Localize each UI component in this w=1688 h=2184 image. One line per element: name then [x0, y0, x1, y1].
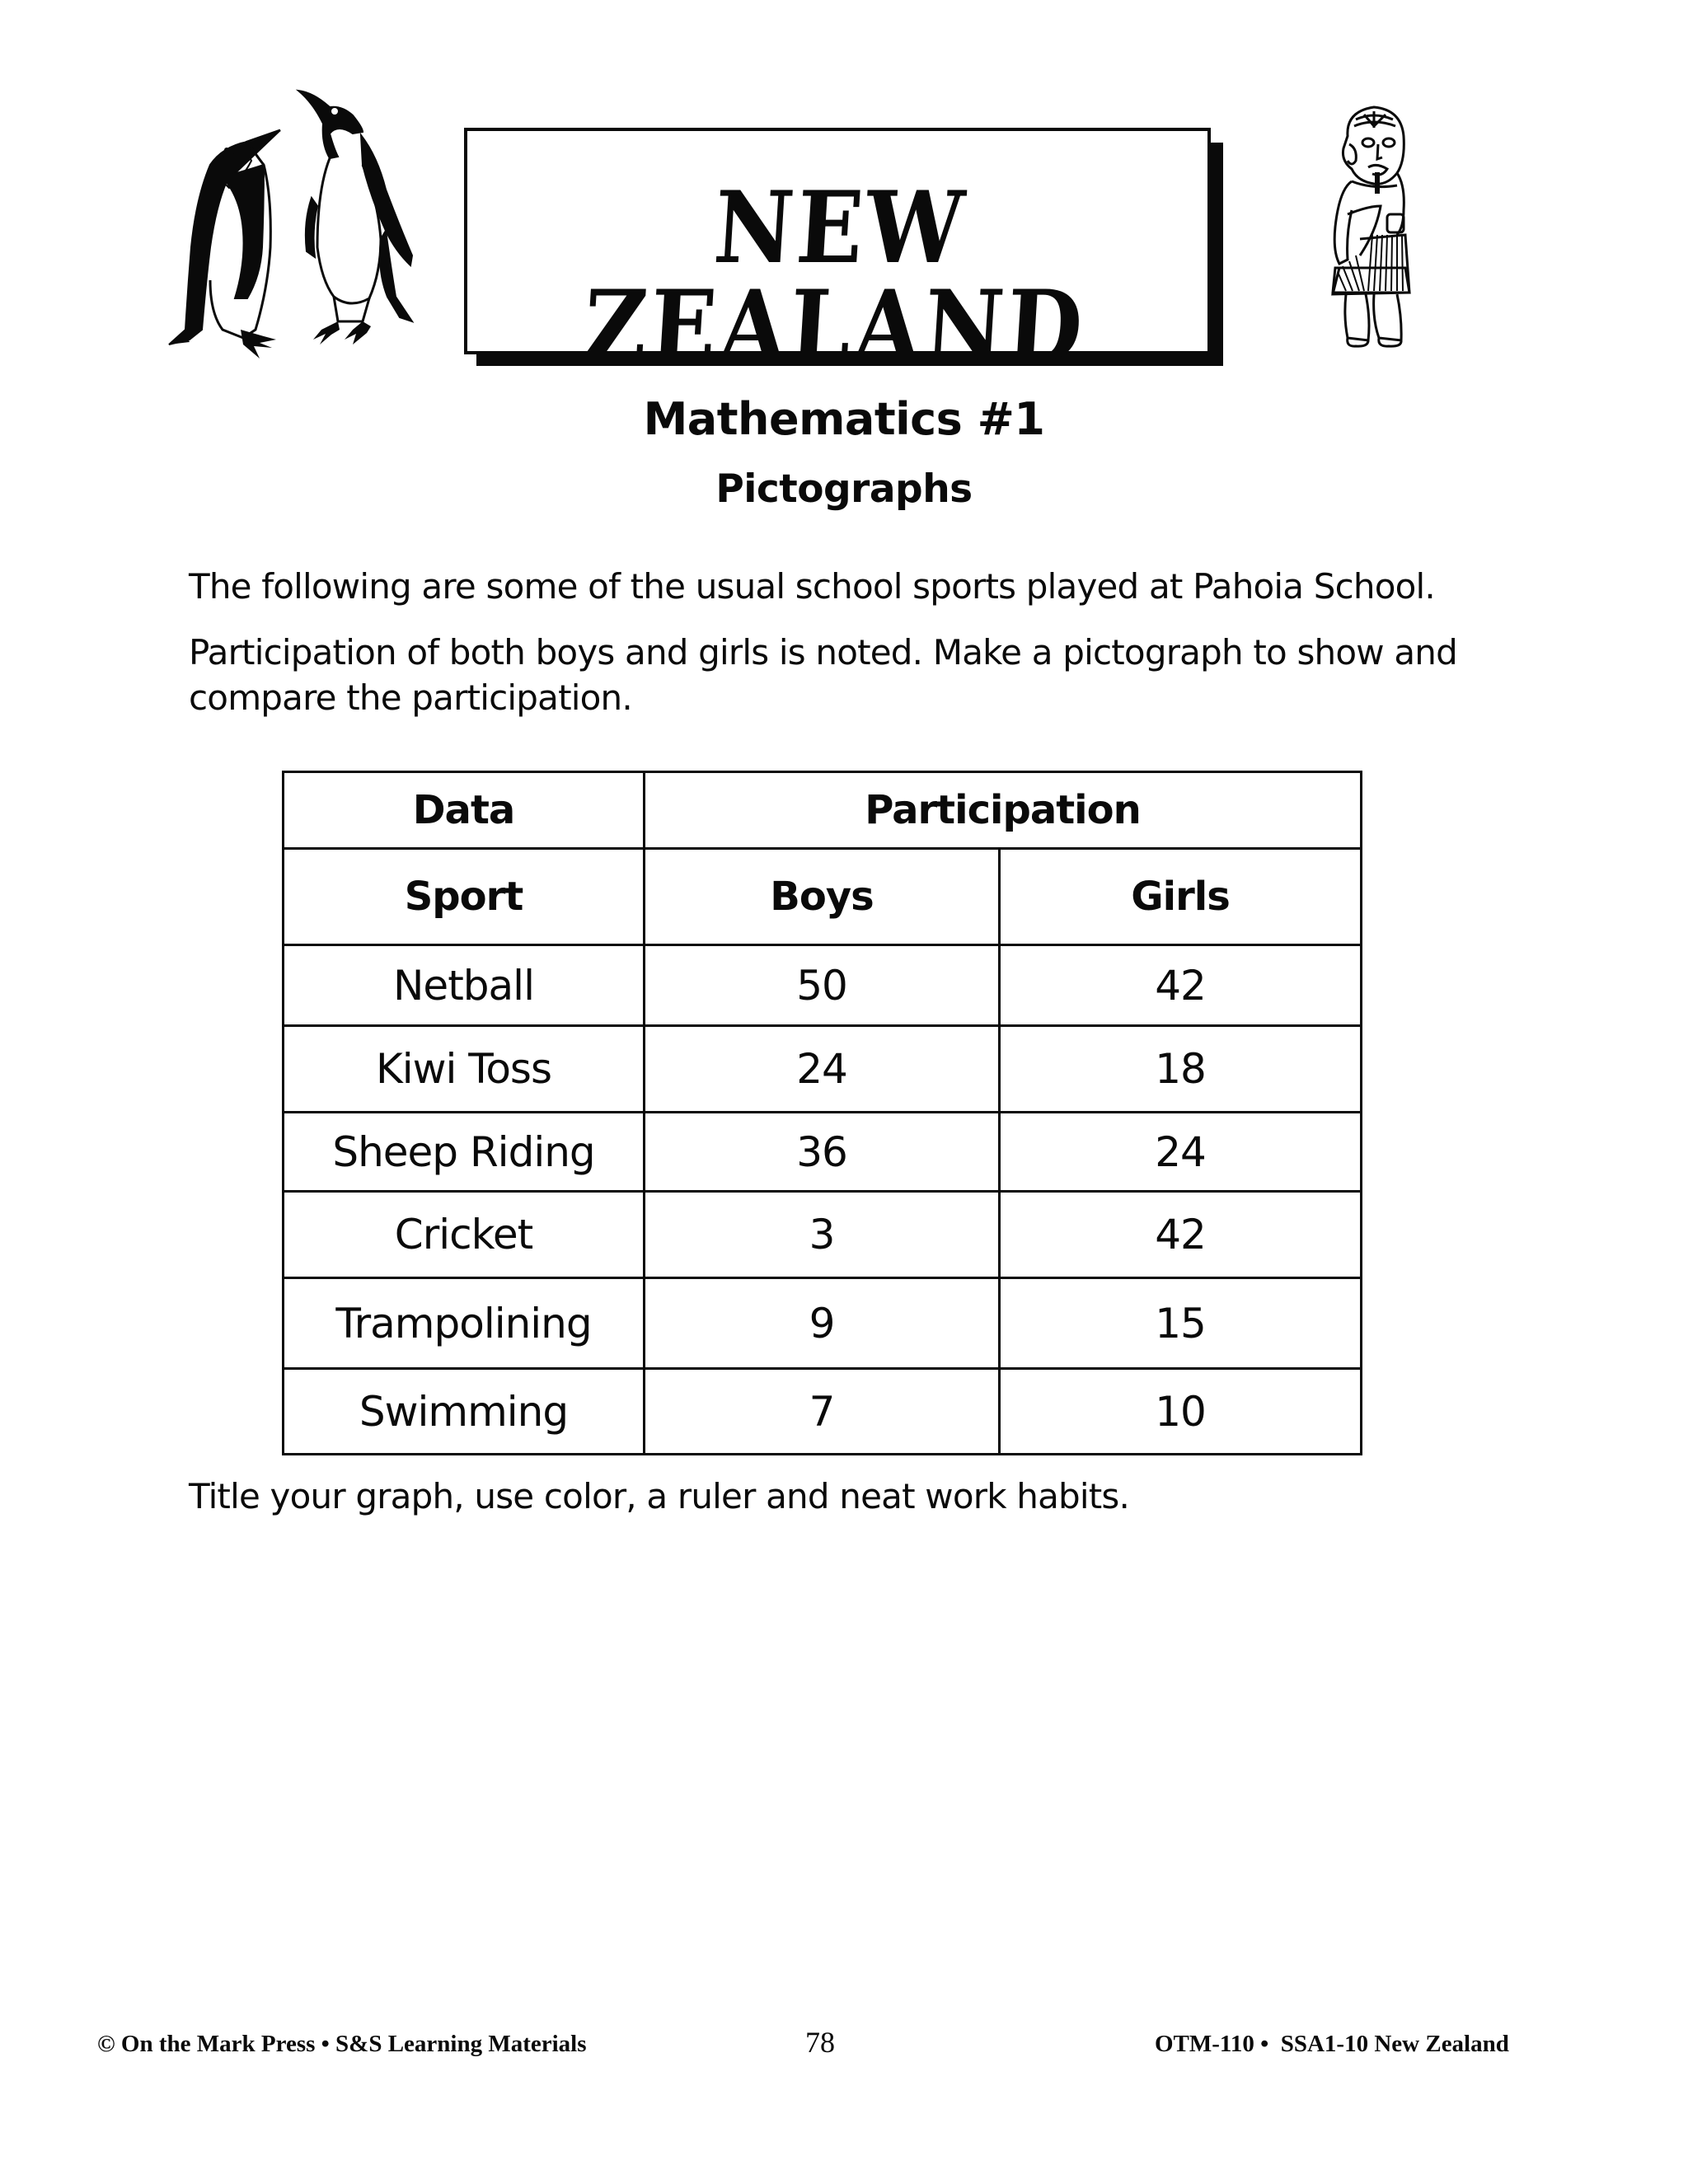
penguins-illustration	[165, 82, 429, 367]
footer-copyright: © On the Mark Press • S&S Learning Materials	[97, 2031, 587, 2057]
table-row	[284, 945, 1362, 1026]
header-girls: Girls	[1000, 849, 1362, 945]
boys-cell: 24	[645, 1026, 1000, 1113]
table-row	[284, 1278, 1362, 1369]
table-subheader-row	[284, 849, 1362, 945]
page-title: NEW ZEALAND	[579, 170, 1089, 385]
girls-cell: 42	[1000, 945, 1362, 1026]
sport-cell: Trampolining	[284, 1278, 645, 1369]
header-sport: Sport	[284, 849, 645, 945]
sport-cell: Cricket	[284, 1192, 645, 1278]
header-participation: Participation	[645, 772, 1362, 849]
header-boys: Boys	[645, 849, 1000, 945]
girls-cell: 10	[1000, 1369, 1362, 1455]
table-row	[284, 1026, 1362, 1113]
intro-text-2: Participation of both boys and girls is noted. Make a pictograph to show and compare the participation.	[189, 632, 1457, 718]
sport-cell: Swimming	[284, 1369, 645, 1455]
footer-product-code: OTM-110 • SSA1-10 New Zealand	[1155, 2031, 1509, 2057]
boys-cell: 3	[645, 1192, 1000, 1278]
penguins-icon	[165, 82, 429, 367]
girls-cell: 18	[1000, 1026, 1362, 1113]
sport-cell: Netball	[284, 945, 645, 1026]
girls-cell: 42	[1000, 1192, 1362, 1278]
girls-cell: 15	[1000, 1278, 1362, 1369]
boys-cell: 36	[645, 1113, 1000, 1192]
table-header-row	[284, 772, 1362, 849]
boys-cell: 7	[645, 1369, 1000, 1455]
page-number: 78	[805, 2026, 835, 2059]
sport-cell: Kiwi Toss	[284, 1026, 645, 1113]
table-row	[284, 1192, 1362, 1278]
header-data: Data	[284, 772, 645, 849]
table-row	[284, 1113, 1362, 1192]
worksheet-subheading: Pictographs	[715, 466, 973, 512]
maori-carving-figure-icon	[1323, 103, 1425, 350]
intro-text-1: The following are some of the usual school sports played at Pahoia School.	[189, 566, 1435, 607]
girls-cell: 24	[1000, 1113, 1362, 1192]
instructions-text: Title your graph, use color, a ruler and neat work habits.	[189, 1476, 1130, 1516]
table-row	[284, 1369, 1362, 1455]
participation-table	[282, 771, 1362, 1455]
boys-cell: 9	[645, 1278, 1000, 1369]
maori-figure-illustration	[1323, 103, 1425, 350]
sport-cell: Sheep Riding	[284, 1113, 645, 1192]
worksheet-heading: Mathematics #1	[643, 393, 1045, 445]
title-box	[464, 128, 1211, 385]
boys-cell: 50	[645, 945, 1000, 1026]
